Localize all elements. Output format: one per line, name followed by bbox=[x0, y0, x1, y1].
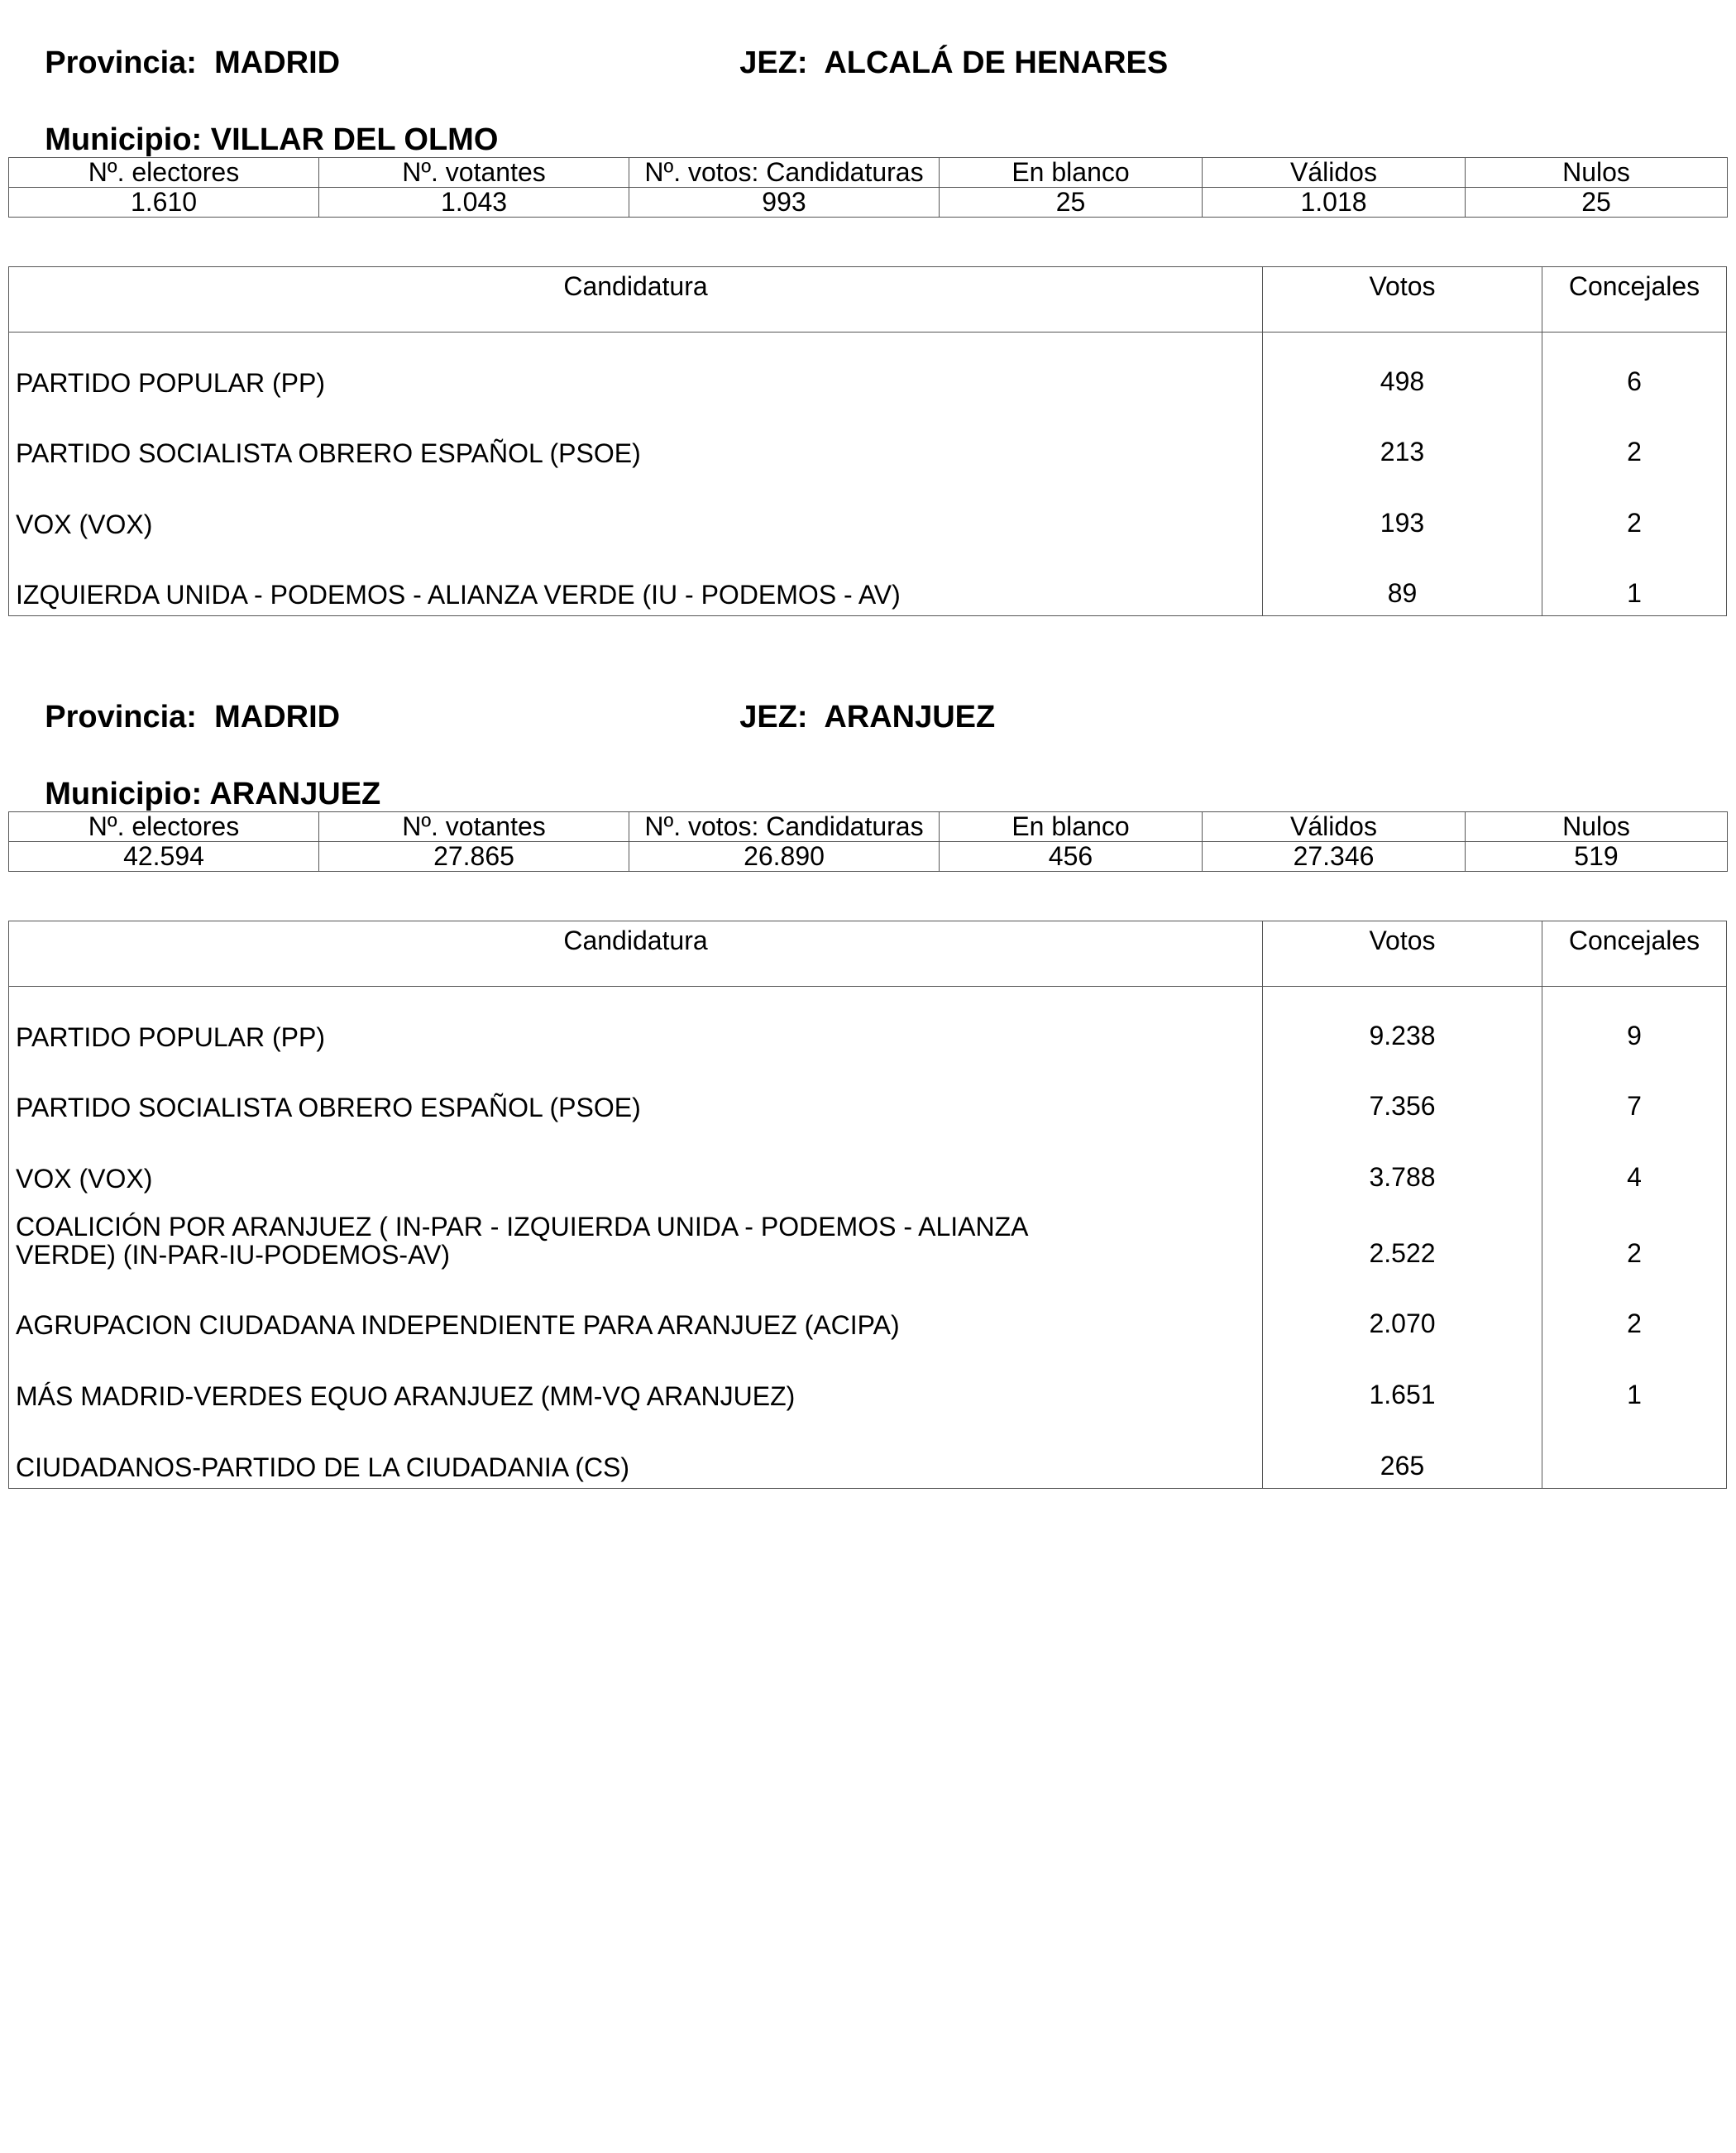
candidatura-votos: 193 bbox=[1263, 474, 1542, 545]
value-nulos: 519 bbox=[1466, 842, 1728, 872]
summary-header-row bbox=[9, 812, 1728, 842]
candidatura-name: VOX (VOX) bbox=[9, 1128, 1263, 1199]
candidatura-name: AGRUPACION CIUDADANA INDEPENDIENTE PARA ARANJUEZ (ACIPA) bbox=[9, 1275, 1263, 1347]
provincia-value: MADRID bbox=[214, 700, 341, 734]
municipio-label: Municipio: bbox=[45, 777, 203, 811]
table-row bbox=[9, 474, 1726, 545]
header-electores: Nº. electores bbox=[9, 812, 319, 842]
candidatura-name: PARTIDO POPULAR (PP) bbox=[9, 333, 1263, 404]
candidatura-concejales: 2 bbox=[1627, 437, 1642, 467]
candidatura-concejales: 7 bbox=[1627, 1091, 1642, 1122]
candidatura-votos: 89 bbox=[1263, 545, 1542, 616]
candidatura-name: PARTIDO SOCIALISTA OBRERO ESPAÑOL (PSOE) bbox=[9, 404, 1263, 475]
candidatura-votos: 2.070 bbox=[1263, 1275, 1542, 1347]
candidatura-name: VOX (VOX) bbox=[9, 474, 1263, 545]
candidatura-concejales: 4 bbox=[1627, 1161, 1642, 1192]
summary-header-row bbox=[9, 158, 1728, 188]
provincia-label: Provincia: bbox=[45, 700, 197, 734]
value-votantes: 1.043 bbox=[319, 188, 629, 218]
jez-label: JEZ: bbox=[739, 45, 808, 80]
jez-heading bbox=[705, 8, 1168, 117]
candidatura-votos: 3.788 bbox=[1263, 1128, 1542, 1199]
header-electores: Nº. electores bbox=[9, 158, 319, 188]
table-row bbox=[9, 1058, 1726, 1129]
value-en-blanco: 456 bbox=[940, 842, 1203, 872]
candidatura-concejales: 6 bbox=[1627, 366, 1642, 396]
header-concejales: Concejales bbox=[1568, 271, 1700, 301]
candidatura-name: PARTIDO POPULAR (PP) bbox=[9, 987, 1263, 1058]
table-row bbox=[9, 987, 1726, 1058]
jez-label: JEZ: bbox=[739, 700, 808, 734]
candidatura-votos: 265 bbox=[1263, 1417, 1542, 1488]
header-nulos: Nulos bbox=[1466, 812, 1728, 842]
table-row bbox=[9, 1275, 1726, 1347]
table-row bbox=[9, 1417, 1726, 1488]
provincia-label: Provincia: bbox=[45, 45, 197, 80]
value-electores: 42.594 bbox=[9, 842, 319, 872]
candidaturas-header-row bbox=[9, 267, 1726, 333]
candidatura-concejales: 2 bbox=[1627, 507, 1642, 538]
municipio-label: Municipio: bbox=[45, 122, 203, 157]
candidatura-concejales: 2 bbox=[1627, 1309, 1642, 1339]
value-validos: 27.346 bbox=[1203, 842, 1466, 872]
header-validos: Válidos bbox=[1203, 812, 1466, 842]
summary-table bbox=[8, 811, 1728, 872]
candidaturas-header-row bbox=[9, 921, 1726, 987]
candidatura-votos: 9.238 bbox=[1263, 987, 1542, 1058]
table-row bbox=[9, 1346, 1726, 1417]
candidatura-votos: 7.356 bbox=[1263, 1058, 1542, 1129]
candidatura-votos: 498 bbox=[1263, 333, 1542, 404]
value-validos: 1.018 bbox=[1203, 188, 1466, 218]
table-row bbox=[9, 404, 1726, 475]
table-row bbox=[9, 1128, 1726, 1199]
header-votos: Votos bbox=[1263, 267, 1542, 332]
candidaturas-table bbox=[8, 921, 1727, 1489]
header-votos-candidaturas: Nº. votos: Candidaturas bbox=[629, 158, 940, 188]
candidatura-concejales: 9 bbox=[1627, 1020, 1642, 1050]
municipio-value: ARANJUEZ bbox=[209, 777, 381, 811]
value-electores: 1.610 bbox=[9, 188, 319, 218]
candidaturas-table bbox=[8, 266, 1727, 616]
header-votos: Votos bbox=[1263, 921, 1542, 986]
table-row bbox=[9, 333, 1726, 404]
header-candidatura: Candidatura bbox=[9, 921, 1263, 986]
header-en-blanco: En blanco bbox=[940, 812, 1203, 842]
candidatura-name: MÁS MADRID-VERDES EQUO ARANJUEZ (MM-VQ ARANJUEZ) bbox=[9, 1346, 1263, 1417]
value-votos-candidaturas: 26.890 bbox=[629, 842, 940, 872]
header-votantes: Nº. votantes bbox=[319, 812, 629, 842]
header-concejales: Concejales bbox=[1568, 926, 1700, 955]
candidatura-name: CIUDADANOS-PARTIDO DE LA CIUDADANIA (CS) bbox=[9, 1417, 1263, 1488]
jez-value: ALCALÁ DE HENARES bbox=[824, 45, 1169, 80]
candidatura-name: PARTIDO SOCIALISTA OBRERO ESPAÑOL (PSOE) bbox=[9, 1058, 1263, 1129]
provincia-value: MADRID bbox=[214, 45, 341, 80]
header-validos: Válidos bbox=[1203, 158, 1466, 188]
jez-heading bbox=[705, 663, 995, 772]
candidatura-votos: 2.522 bbox=[1263, 1199, 1542, 1275]
value-en-blanco: 25 bbox=[940, 188, 1203, 218]
candidatura-concejales: 1 bbox=[1627, 578, 1642, 609]
candidatura-concejales: 2 bbox=[1627, 1237, 1642, 1268]
header-nulos: Nulos bbox=[1466, 158, 1728, 188]
candidatura-votos: 1.651 bbox=[1263, 1346, 1542, 1417]
table-row bbox=[9, 545, 1726, 616]
value-votos-candidaturas: 993 bbox=[629, 188, 940, 218]
summary-value-row bbox=[9, 188, 1728, 218]
summary-value-row bbox=[9, 842, 1728, 872]
header-en-blanco: En blanco bbox=[940, 158, 1203, 188]
value-nulos: 25 bbox=[1466, 188, 1728, 218]
candidatura-name: COALICIÓN POR ARANJUEZ ( IN-PAR - IZQUIERDA UNIDA - PODEMOS - ALIANZA VERDE) (IN-PAR-IU-PODEMOS-AV) bbox=[9, 1199, 1263, 1275]
municipio-value: VILLAR DEL OLMO bbox=[210, 122, 499, 157]
candidatura-concejales: 1 bbox=[1627, 1379, 1642, 1409]
value-votantes: 27.865 bbox=[319, 842, 629, 872]
header-candidatura: Candidatura bbox=[9, 267, 1263, 332]
header-votos-candidaturas: Nº. votos: Candidaturas bbox=[629, 812, 940, 842]
header-votantes: Nº. votantes bbox=[319, 158, 629, 188]
candidatura-votos: 213 bbox=[1263, 404, 1542, 475]
table-row bbox=[9, 1199, 1726, 1275]
summary-table bbox=[8, 157, 1728, 218]
candidatura-concejales bbox=[1542, 1417, 1726, 1488]
candidatura-name: IZQUIERDA UNIDA - PODEMOS - ALIANZA VERDE (IU - PODEMOS - AV) bbox=[9, 545, 1263, 616]
jez-value: ARANJUEZ bbox=[824, 700, 996, 734]
